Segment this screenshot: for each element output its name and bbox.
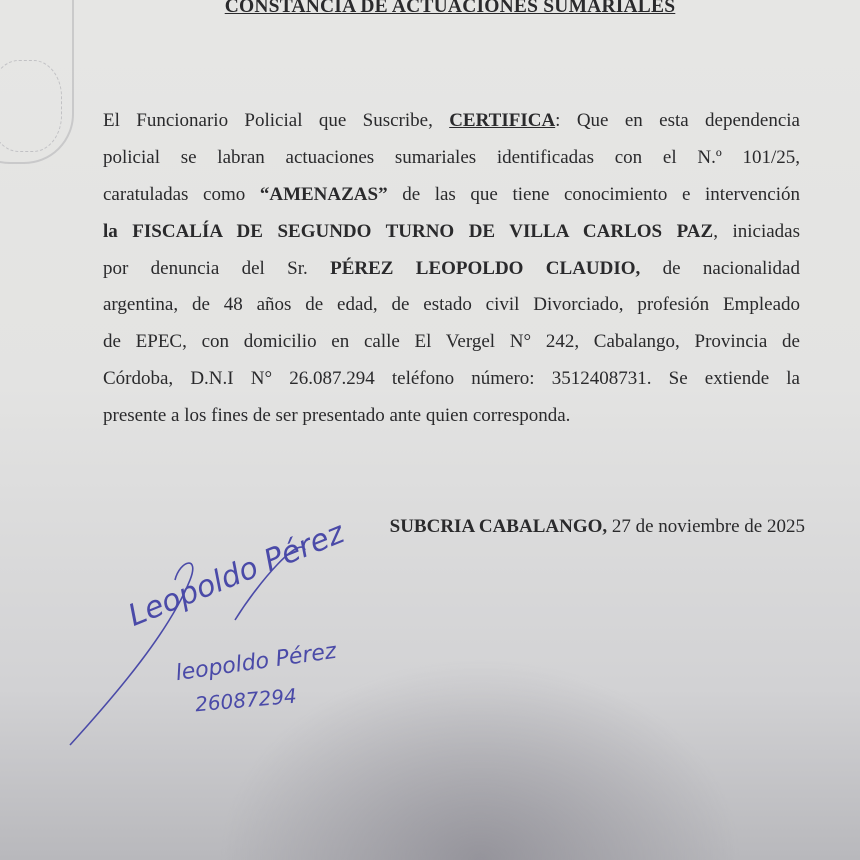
certifica-keyword: CERTIFICA [449,110,556,131]
police-seal-emblem [0,60,62,152]
body-line [103,217,800,254]
text: de las que tiene conocimiento e intervención [387,183,800,205]
body-line [103,180,800,217]
prosecutor-office: la FISCALÍA DE SEGUNDO TURNO DE VILLA CARLOS PAZ [103,220,714,242]
place-date [390,516,805,538]
document-body [103,106,800,438]
place: SUBCRIA CABALANGO, [389,516,608,537]
text: por denuncia del Sr. [103,257,331,279]
signature-name: leopoldo Pérez [174,638,338,687]
body-line: Córdoba, D.N.I N° 26.087.294 teléfono número: 3512408731. Se extiende la [103,368,800,390]
body-line: policial se labran actuaciones sumariales identificadas con el N.º 101/25, [103,146,800,168]
body-line [103,106,800,143]
document-title: CONSTANCIA DE ACTUACIONES SUMARIALES [224,0,676,17]
case-type: “AMENAZAS” [259,183,388,205]
date: 27 de noviembre de 2025 [607,516,805,537]
body-line: argentina, de 48 años de edad, de estado civil Divorciado, profesión Empleado [103,294,800,316]
signature-dni: 26087294 [194,683,298,717]
body-line: presente a los fines de ser presentado ante quien corresponda. [103,405,571,427]
complainant-name: PÉREZ LEOPOLDO CLAUDIO, [330,257,641,279]
text: de nacionalidad [640,257,800,279]
text: caratuladas como [103,183,260,205]
body-line [103,254,800,291]
text: El Funcionario Policial que Suscribe, [103,110,450,131]
text: : Que en esta dependencia [555,110,800,131]
signature: Leopoldo Pérez [123,515,350,634]
body-line: de EPEC, con domicilio en calle El Vergel N° 242, Cabalango, Provincia de [103,331,800,353]
text: , iniciadas [713,220,800,242]
